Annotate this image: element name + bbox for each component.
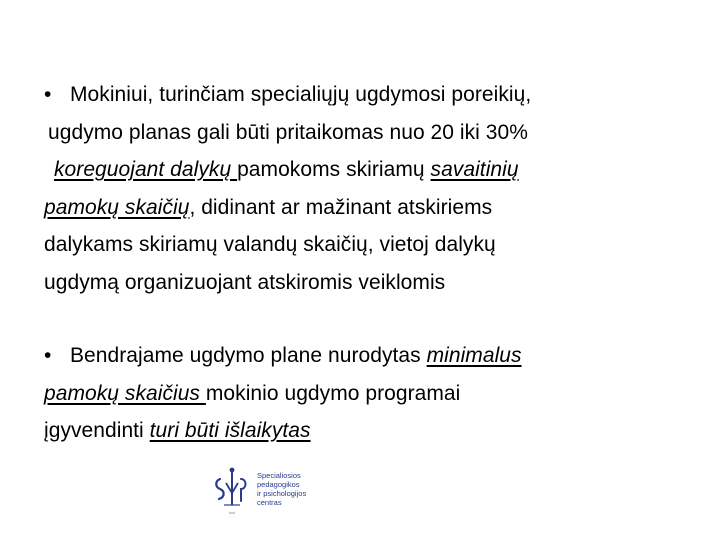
underlined-term: koreguojant dalykų <box>54 158 238 182</box>
logo-text-line: Specialiosios <box>257 471 301 480</box>
text-line <box>44 375 684 413</box>
text-segment: , didinant ar mažinant atskiriems <box>189 195 493 219</box>
underlined-term: minimalus <box>426 344 522 367</box>
logo-text-line: pedagogikos <box>257 480 300 489</box>
text-segment: pamokoms skiriamų <box>237 158 431 182</box>
logo-icon <box>212 465 254 521</box>
text-line <box>44 264 684 302</box>
text-segment: dalykams skiriamų valandų skaičių, vietoj dalykų <box>44 233 496 257</box>
text-segment: ugdymo planas gali būti pritaikomas nuo 20 iki 30% <box>48 120 528 144</box>
text-line <box>44 189 684 227</box>
text-line <box>44 337 684 375</box>
organization-logo <box>212 465 322 521</box>
logo-caption <box>257 471 306 507</box>
logo-text-line: ir psichologijos <box>257 489 307 498</box>
text-segment: Mokiniui, turinčiam specialiųjų ugdymosi poreikių, <box>70 83 532 106</box>
text-segment: ugdymą organizuojant atskiromis veiklomis <box>44 270 446 294</box>
bullet-item-1 <box>44 76 684 302</box>
text-segment: įgyvendinti <box>44 419 150 443</box>
bullet-item-2 <box>44 337 684 450</box>
text-line <box>44 412 684 450</box>
text-line <box>44 114 684 152</box>
underlined-term: savaitinių <box>430 158 519 182</box>
bullet-icon: • <box>44 83 52 106</box>
underlined-term: pamokų skaičių <box>44 195 190 219</box>
text-segment: Bendrajame ugdymo plane nurodytas <box>70 344 427 367</box>
text-segment: mokinio ugdymo programai <box>205 381 461 405</box>
bullet-icon: • <box>44 344 52 367</box>
logo-text-line: centras <box>257 498 282 507</box>
text-line <box>44 151 684 189</box>
underlined-term: turi būti išlaikytas <box>149 419 311 443</box>
text-line <box>44 76 684 114</box>
underlined-term: pamokų skaičius <box>44 381 206 405</box>
text-line <box>44 226 684 264</box>
